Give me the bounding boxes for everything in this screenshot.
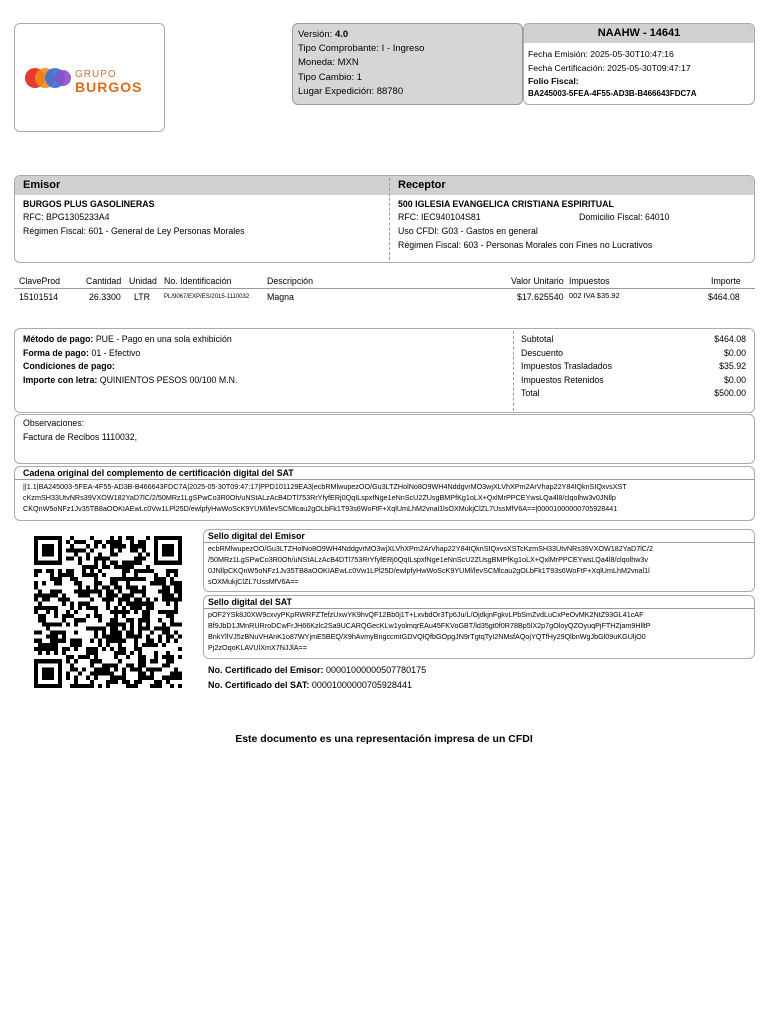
table-divider: [14, 288, 755, 289]
emisor-name: BURGOS PLUS GASOLINERAS: [23, 199, 155, 209]
sello-emisor-title: Sello digital del Emisor: [208, 531, 305, 541]
sello-sat-title: Sello digital del SAT: [208, 597, 292, 607]
row-impuestos: 002 IVA $35.92: [569, 291, 620, 300]
metodo-pago: [23, 334, 232, 344]
folio-fiscal-label: Folio Fiscal:: [528, 76, 579, 86]
row-noid: PL/9067/EXP/ES/2015-1110032: [164, 294, 250, 300]
qr-code-icon: [34, 536, 182, 688]
emisor-receptor-box: [14, 175, 755, 263]
sello-sat-box: [203, 595, 755, 659]
sello-emisor-line1: ecbRMlwupezOO/Gu3LTZHolNo8O9WH4NddgvrMO3wjXLVhXPm2ArVhap22Y84IQknSIQxvsXSTcKzmSH33UtvNRs39VXOW182YaD7lC/2: [208, 544, 653, 553]
total-subtotal: [521, 333, 746, 347]
row-valor: $17.625540: [517, 292, 564, 302]
version-label: Versión:: [298, 29, 333, 40]
total-value: $35.92: [719, 361, 746, 371]
receptor-uso-cfdi: Uso CFDI: G03 - Gastos en general: [398, 226, 538, 236]
sello-emisor-line4: sOXMukjClZL7UssMfV6A==: [208, 577, 299, 586]
total-value: $500.00: [714, 388, 746, 398]
total-label: Descuento: [521, 347, 564, 358]
cadena-line3: CKQnW5oNFz1Jv35TB8aOOKIAEwLc0Vw1LPl25D/ewlpfyHwWoScK9YUMl/levSCMlcau2gOLbFk1T93s6WoFtF+XqlUmLhM2vnal1lsOXMukjClZL7UssMfV6A==|00001000000705928441: [23, 504, 618, 513]
sello-sat-line1: pOF2YSk8J0XW9cxvyPKpRWRFZTefzUxwYK9hvQF12Bb0j1T+LxvbdOr3Tp6Ju/L/OjdkjnFgkvLPbSmZvdLuCxPeOvMK2NtZ93GL41cAF: [208, 610, 644, 619]
version-value: 4.0: [334, 29, 349, 40]
col-cantidad: Cantidad: [86, 276, 122, 286]
cadena-line2: cKzmSH33UtvNRs39VXOW182YaD7lC/2/50MRz1LgSPwCo3R0Oh/uNStALzAcB4DTl753RrYfyfERj0QqILspxfNge1eNnScU2ZUsgBMPfKg1oLX+QxlMrPPCEYwsLQa4l8/clqolhw3v0JNllp: [23, 493, 616, 502]
lugar-expedicion: Lugar Expedición: 88780: [298, 86, 404, 97]
sello-emisor-line2: /50MRz1LgSPwCo3R0Oh/uNStALzAcB4DTl753RrYfyfERj0QqILspxfNge1eNnScU2ZUsgBMPfKg1oLX+QxlMrPPCEYwsLQa4l8/clqolhw3v: [208, 555, 649, 564]
metodo-pago-value: PUE - Pago en una sola exhibición: [93, 334, 232, 344]
tipo-cambio: Tipo Cambio: 1: [298, 72, 363, 83]
receptor-rfc: RFC: IEC940104S81: [398, 212, 481, 222]
forma-pago: [23, 348, 140, 358]
cadena-line1: ||1.1|BA245003-5FEA-4F55-AD3B-B466643FDC7A|2025-05-30T09:47:17|PPD101129EA3|ecbRMlwupezOO/Gu3LTZHolNo8O9WH4NddgvrMO3wjXLVhXPm2ArVhap22Y84IQknSIQxvsXST: [23, 482, 627, 491]
cadena-original-box: [14, 466, 755, 521]
certificado-sat: [208, 680, 412, 690]
total-trasladados: [521, 360, 746, 374]
total-label: Impuestos Trasladados: [521, 361, 612, 371]
certificado-sat-value: 00001000000705928441: [309, 680, 412, 690]
sello-sat-line4: Pj2zOqoKLAVUlXmX7NJJlA==: [208, 643, 307, 652]
folio-fiscal: BA245003-5FEA-4F55-AD3B-B466643FDC7A: [528, 89, 697, 98]
row-unidad: LTR: [134, 292, 150, 302]
fecha-emision: Fecha Emisión: 2025-05-30T10:47:16: [528, 49, 674, 59]
emisor-title: Emisor: [23, 179, 61, 191]
certificado-emisor-value: 00001000000507780175: [323, 665, 427, 675]
receptor-regimen: Régimen Fiscal: 603 - Personas Morales con Fines no Lucrativos: [398, 240, 653, 250]
totals-list: [521, 333, 746, 401]
total-label: Total: [521, 388, 540, 398]
emisor-regimen: Régimen Fiscal: 601 - General de Ley Personas Morales: [23, 226, 245, 236]
sello-emisor-line3: 0JNllpCKQnW5oNFz1Jv35TB8aOOKIAEwLc0Vw1LPl25D/ewlpfyHwWoScK9YUMl/levSCMlcau2gOLbFk1T93s6WoFtF+XqlUmLhM2vnal1l: [208, 566, 650, 575]
folio-box: [523, 23, 755, 105]
row-importe: $464.08: [708, 292, 740, 302]
col-noid: No. Identificación: [164, 276, 232, 286]
forma-pago-value: 01 - Efectivo: [88, 348, 141, 358]
condiciones-pago: [23, 361, 115, 371]
logo-line2: BURGOS: [75, 79, 143, 95]
fecha-certificacion: Fecha Certificación: 2025-05-30T09:47:17: [528, 63, 691, 73]
totals-divider: [513, 331, 514, 411]
sello-emisor-box: [203, 529, 755, 592]
col-importe: Importe: [711, 276, 741, 286]
total-value: $464.08: [714, 334, 746, 344]
column-divider: [389, 178, 390, 260]
emisor-receptor-header: [15, 176, 754, 195]
row-cantidad: 26.3300: [89, 292, 121, 302]
cadena-title: Cadena original del complemento de certificación digital del SAT: [23, 468, 294, 478]
concepts-table: [14, 272, 755, 306]
moneda: Moneda: MXN: [298, 57, 359, 68]
col-clave: ClaveProd: [19, 276, 61, 286]
sello-sat-line2: Bf9JbD1JMnRURroDCwFrJH66Kzlc2Sa9UCARQGecKLw1yolmqrEAu45FKVoGBT/ld35gt0f0R78Bp5lX2p7gOloyQZOyuqPjFTHZjam9HlltP: [208, 621, 651, 630]
cadena-divider: [15, 479, 754, 480]
total-label: Subtotal: [521, 334, 554, 344]
footer-note: Este documento es una representación impresa de un CFDI: [235, 733, 533, 745]
metodo-pago-label: Método de pago:: [23, 334, 94, 344]
logo-box: [14, 23, 165, 132]
logo-line1: GRUPO: [75, 69, 117, 80]
importe-letra-label: Importe con letra:: [23, 375, 98, 385]
version-row: [298, 29, 348, 40]
comprobante-info-box: [292, 23, 523, 105]
certificado-sat-label: No. Certificado del SAT:: [208, 680, 310, 690]
total-retenidos: [521, 374, 746, 388]
receptor-name: 500 IGLESIA EVANGELICA CRISTIANA ESPIRITUAL: [398, 199, 614, 209]
col-unidad: Unidad: [129, 276, 157, 286]
total-label: Impuestos Retenidos: [521, 374, 604, 385]
company-logo-icon: [23, 64, 73, 92]
total-total: [521, 387, 746, 401]
receptor-domicilio: Domicilio Fiscal: 64010: [579, 212, 670, 222]
sello-sat-line3: BnkYllVJ5zBNuVHAnK1o87WYjmE5BEQ/X9hAvmyBngccmtGDVQlQfbGOpgJN9rTgtqTyI2NMsfAQojYQTfHy29QlbnWgJbGl09uKGUljO0: [208, 632, 646, 641]
row-descripcion: Magna: [267, 292, 294, 302]
certificado-emisor-label: No. Certificado del Emisor:: [208, 665, 324, 675]
importe-letra-value: QUINIENTOS PESOS 00/100 M.N.: [97, 375, 238, 385]
importe-letra: [23, 375, 237, 385]
row-clave: 15101514: [19, 292, 59, 302]
col-descripcion: Descripción: [267, 276, 313, 286]
total-descuento: [521, 347, 746, 361]
tipo-comprobante: Tipo Comprobante: I - Ingreso: [298, 43, 425, 54]
observaciones-box: [14, 414, 755, 464]
receptor-title: Receptor: [398, 179, 446, 191]
emisor-rfc: RFC: BPG1305233A4: [23, 212, 110, 222]
total-value: $0.00: [723, 374, 746, 385]
payment-box: [14, 328, 755, 413]
total-value: $0.00: [723, 347, 746, 358]
certificado-emisor: [208, 665, 426, 675]
condiciones-pago-label: Condiciones de pago:: [23, 361, 115, 371]
col-impuestos: Impuestos: [569, 276, 610, 286]
col-valor: Valor Unitario: [511, 276, 564, 286]
folio-title: NAAHW - 14641: [524, 24, 754, 43]
forma-pago-label: Forma de pago:: [23, 348, 89, 358]
observaciones-label: Observaciones:: [23, 418, 85, 428]
observaciones-text: Factura de Recibos 1110032,: [23, 432, 138, 442]
